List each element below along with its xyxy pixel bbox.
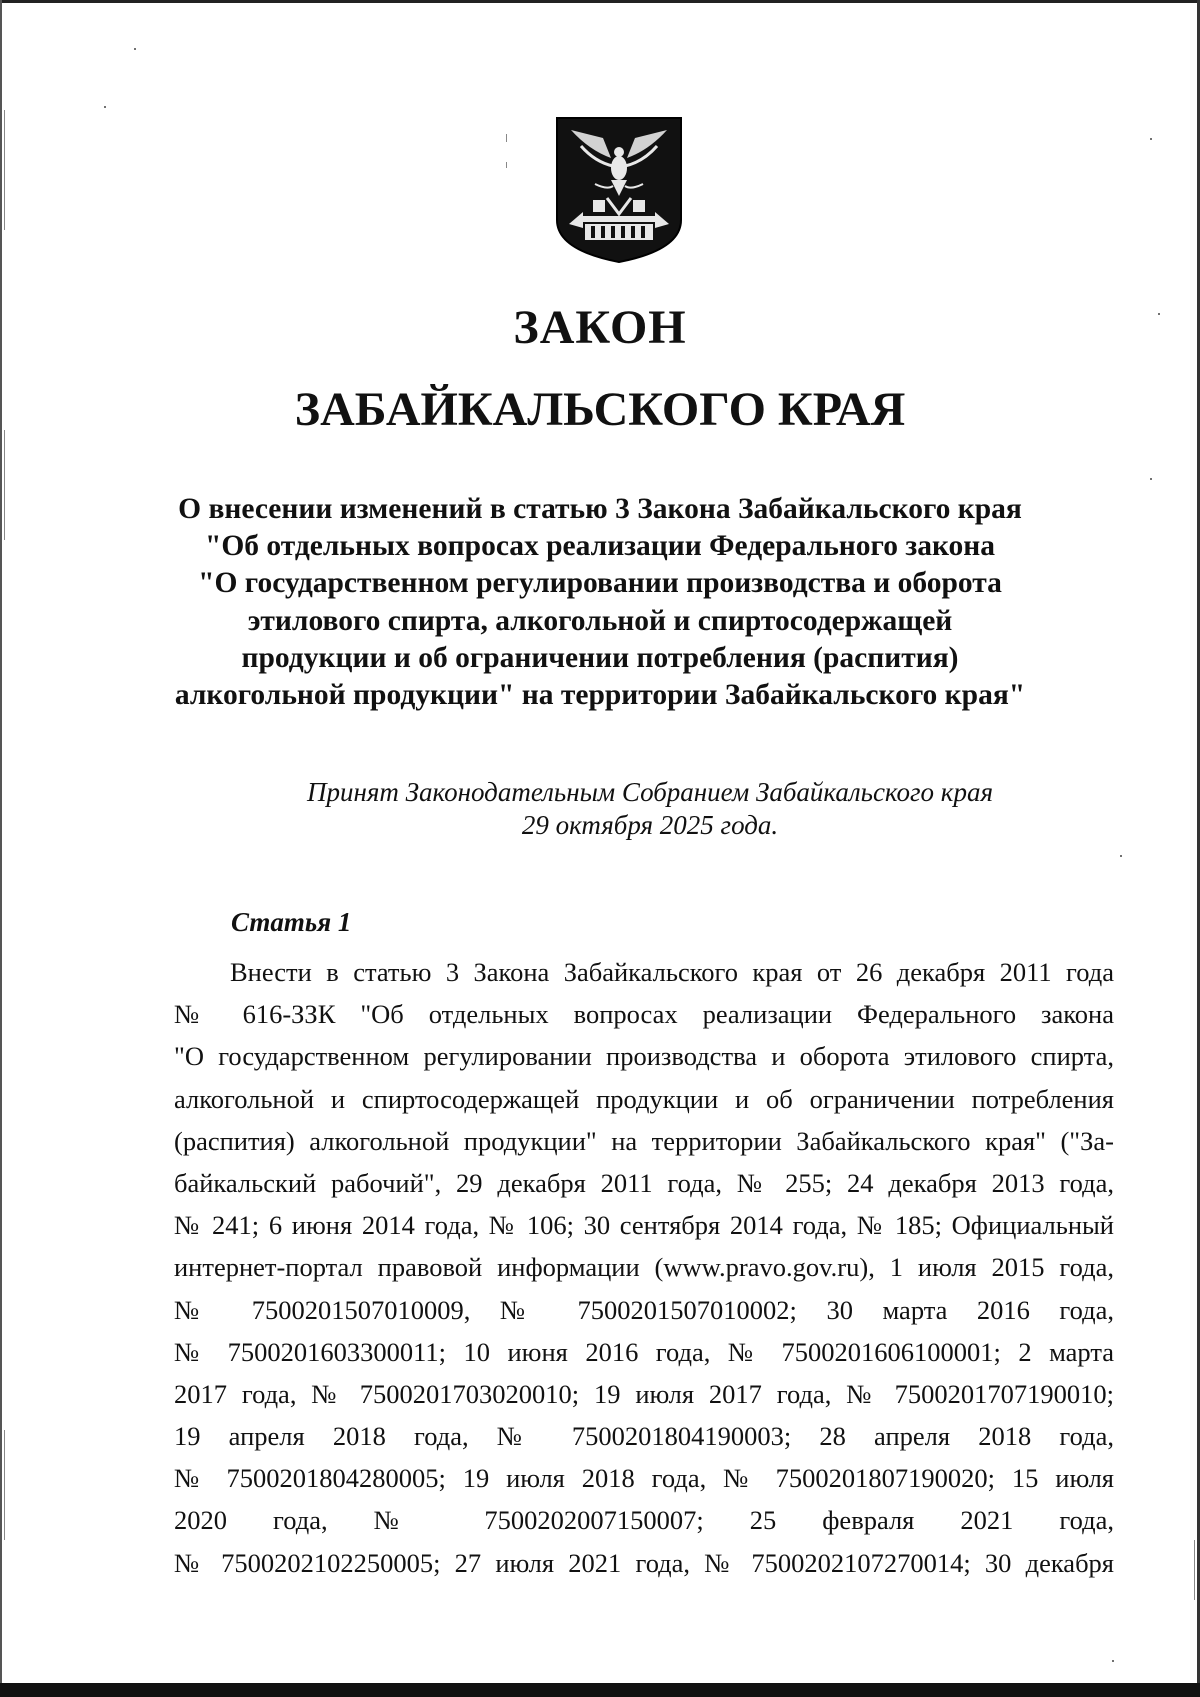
article-line: байкальский рабочий", 29 декабря 2011 года, № 255; 24 декабря 2013 года,: [174, 1167, 1114, 1198]
law-subject-line: "О государственном регулировании производства и оборота: [198, 567, 1002, 600]
scan-tick: [506, 162, 507, 168]
scan-edge-left: [0, 0, 2, 1697]
article-line: "О государственном регулировании производства и оборота этилового спирта,: [174, 1041, 1114, 1072]
adoption-body: Принят Законодательным Собранием Забайкальского края: [306, 777, 993, 807]
article-body: [174, 951, 1114, 1584]
scan-speck: [1120, 855, 1122, 857]
article-heading: Статья 1: [231, 907, 352, 937]
scan-tick: [4, 430, 5, 540]
adoption-date: 29 октября 2025 года.: [521, 810, 779, 840]
article-line: алкогольной и спиртосодержащей продукции и об ограничении потребления: [174, 1083, 1114, 1114]
scan-speck: [1112, 1660, 1114, 1662]
article-line: № 7500202102250005; 27 июля 2021 года, № 7500202107270014; 30 декабря: [174, 1547, 1114, 1578]
region-title: ЗАБАЙКАЛЬСКОГО КРАЯ: [294, 383, 906, 436]
law-subject-line: продукции и об ограничении потребления (распития): [241, 641, 959, 674]
scan-edge-bottom: [0, 1683, 1200, 1697]
article-line: интернет-портал правовой информации (www.pravo.gov.ru), 1 июля 2015 года,: [174, 1252, 1114, 1283]
scan-speck: [1150, 478, 1152, 480]
scan-tick: [1194, 1540, 1195, 1600]
law-subject-line: этилового спирта, алкогольной и спиртосодержащей: [247, 604, 953, 637]
law-subject-line: алкогольной продукции" на территории Забайкальского края": [174, 679, 1026, 712]
article-line: Внести в статью 3 Закона Забайкальского края от 26 декабря 2011 года: [230, 957, 1114, 987]
scan-speck: [134, 48, 136, 50]
law-subject-line: О внесении изменений в статью 3 Закона Забайкальского края: [178, 493, 1022, 525]
law-title: ЗАКОН: [513, 301, 687, 354]
scan-tick: [4, 110, 5, 230]
law-subject-line: "Об отдельных вопросах реализации Федерального закона: [204, 530, 996, 563]
scan-edge-top: [0, 0, 1200, 3]
article-line: № 7500201603300011; 10 июня 2016 года, № 7500201606100001; 2 марта: [174, 1336, 1114, 1367]
article-line: (распития) алкогольной продукции" на территории Забайкальского края" ("За-: [174, 1125, 1114, 1156]
adoption-note: [200, 776, 1100, 842]
article-line: 2017 года, № 7500201703020010; 19 июля 2017 года, № 7500201707190010;: [174, 1378, 1114, 1409]
article-line: № 241; 6 июня 2014 года, № 106; 30 сентября 2014 года, № 185; Официальный: [174, 1210, 1114, 1241]
article-line: 19 апреля 2018 года, № 7500201804190003; 28 апреля 2018 года,: [174, 1421, 1114, 1452]
article-line: № 7500201804280005; 19 июля 2018 года, № 7500201807190020; 15 июля: [174, 1463, 1114, 1494]
law-subject: [150, 491, 1050, 714]
coat-of-arms-emblem: [555, 116, 683, 264]
scan-tick: [4, 1430, 5, 1540]
scan-tick: [506, 134, 507, 142]
article-line: 2020 года, № 7500202007150007; 25 февраля 2021 года,: [174, 1505, 1114, 1536]
article-line: № 616-ЗЗК "Об отдельных вопросах реализации Федерального закона: [174, 999, 1114, 1030]
scan-speck: [1150, 138, 1152, 140]
scan-speck: [104, 106, 106, 108]
article-line: № 7500201507010009, № 7500201507010002; 30 марта 2016 года,: [174, 1294, 1114, 1325]
